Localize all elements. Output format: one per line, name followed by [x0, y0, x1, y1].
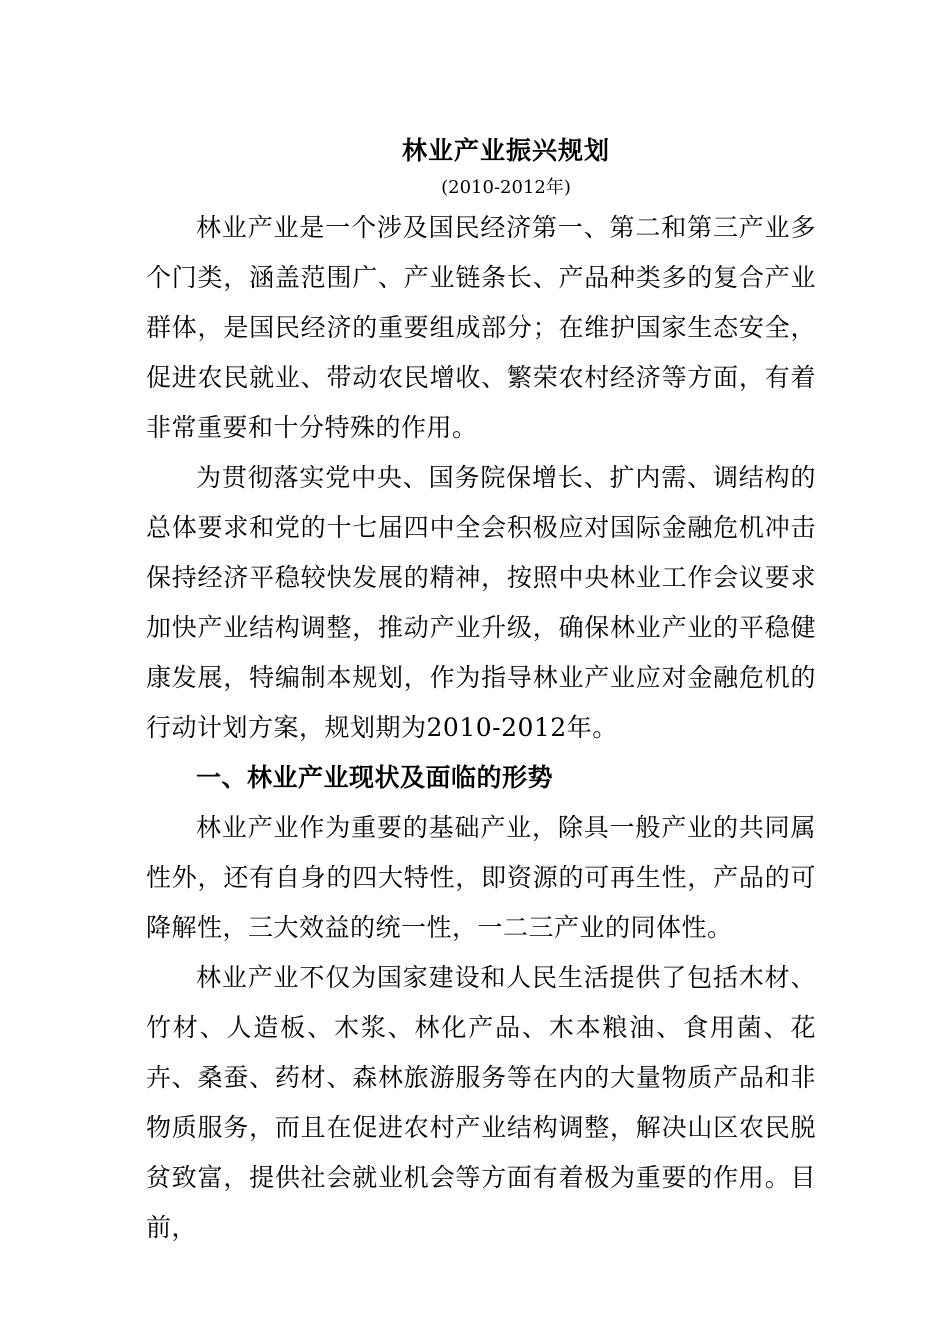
- document-subtitle: (2010-2012年): [441, 177, 571, 198]
- paragraph: 林业产业作为重要的基础产业，除具一般产业的共同属性外，还有自身的四大特性，即资源的可再生性，产品的可降解性，三大效益的统一性，一二三产业的同体性。: [146, 813, 816, 942]
- paragraph: 为贯彻落实党中央、国务院保增长、扩内需、调结构的总体要求和党的十七届四中全会积极应对国际金融危机冲击保持经济平稳较快发展的精神，按照中央林业工作会议要求加快产业结构调整，推动产业升级，确保林业产业的平稳健康发展，特编制本规划，作为指导林业产业应对金融危机的行动计划方案，规划期为2010-2012年。: [146, 463, 816, 742]
- document-title: 林业产业振兴规划: [401, 136, 610, 165]
- section-heading: 一、林业产业现状及面临的形势: [196, 763, 554, 792]
- document-body: [146, 203, 816, 1253]
- paragraph: 林业产业不仅为国家建设和人民生活提供了包括木材、竹材、人造板、木浆、林化产品、木本粮油、食用菌、花卉、桑蚕、药材、森林旅游服务等在内的大量物质产品和非物质服务，而且在促进农村产业结构调整，解决山区农民脱贫致富，提供社会就业机会等方面有着极为重要的作用。目前，: [146, 963, 816, 1242]
- paragraph: 林业产业是一个涉及国民经济第一、第二和第三产业多个门类，涵盖范围广、产业链条长、产品种类多的复合产业群体，是国民经济的重要组成部分；在维护国家生态安全，促进农民就业、带动农民增收、繁荣农村经济等方面，有着非常重要和十分特殊的作用。: [146, 213, 816, 442]
